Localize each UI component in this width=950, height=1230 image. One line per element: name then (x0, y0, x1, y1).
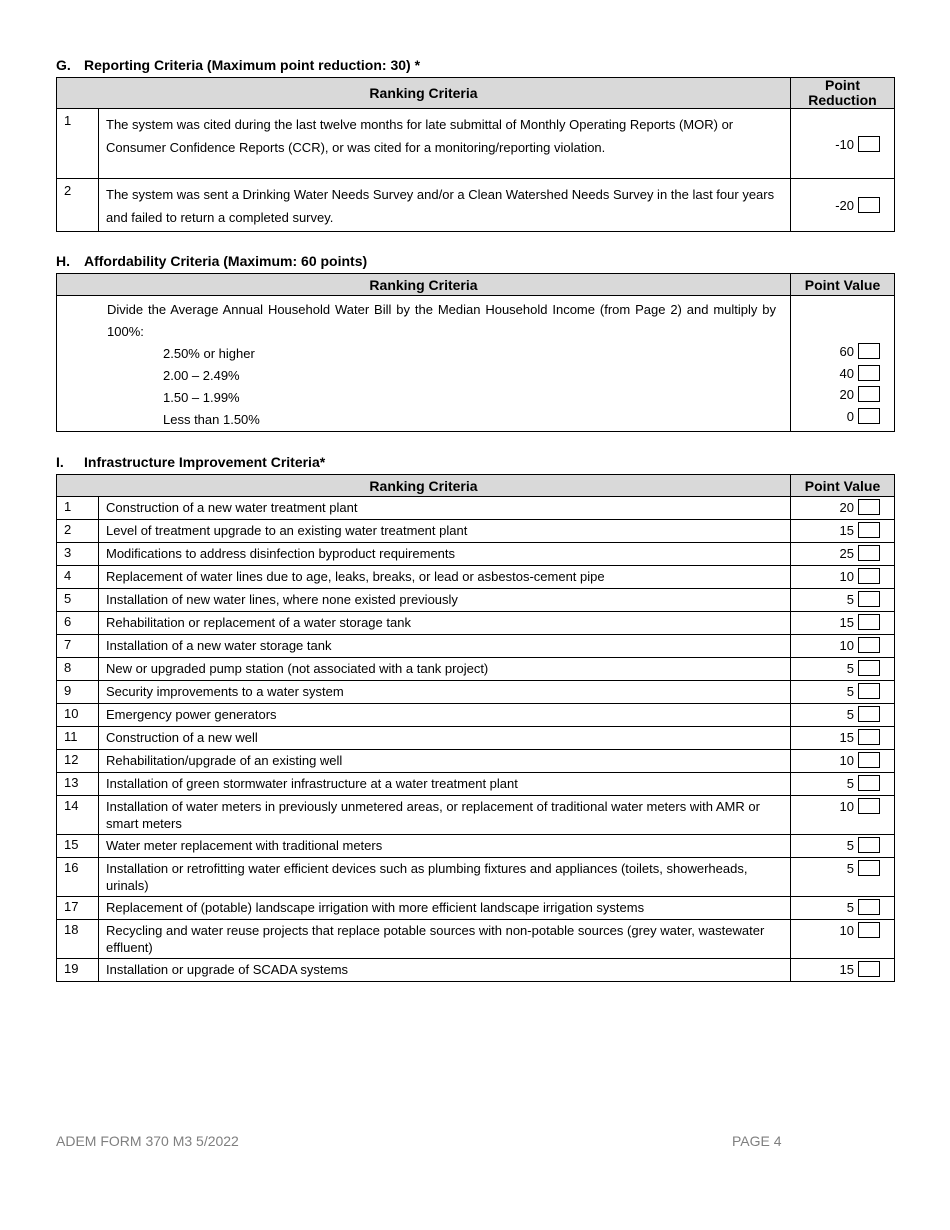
table-row (57, 658, 895, 681)
affordability-option-points (791, 341, 880, 363)
row-number: 11 (57, 727, 99, 750)
affordability-point-options (791, 296, 880, 427)
table-row (57, 959, 895, 982)
table-row (57, 566, 895, 589)
point-value-cell (791, 681, 895, 704)
checkbox[interactable] (858, 637, 880, 653)
checkbox[interactable] (858, 545, 880, 561)
point-value: 5 (846, 838, 854, 853)
point-value: 0 (846, 408, 854, 424)
point-value-cell (791, 566, 895, 589)
checkbox[interactable] (858, 729, 880, 745)
point-value-cell (791, 773, 895, 796)
ranking-criteria-header: Ranking Criteria (57, 274, 791, 296)
section-h-title-text: Affordability Criteria (Maximum: 60 points) (84, 253, 368, 269)
checkbox[interactable] (858, 408, 880, 424)
table-row (57, 520, 895, 543)
point-value: 10 (839, 923, 854, 938)
point-value-cell (791, 520, 895, 543)
table-row (57, 858, 895, 897)
affordability-option-points (791, 363, 880, 385)
point-reduction-header-line2: Reduction (808, 92, 877, 108)
row-number: 1 (57, 497, 99, 520)
table-row (57, 681, 895, 704)
checkbox[interactable] (858, 860, 880, 876)
table-row (57, 727, 895, 750)
point-value-cell (791, 750, 895, 773)
criteria-text: Modifications to address disinfection byproduct requirements (99, 543, 791, 566)
criteria-text: Installation or retrofitting water efficient devices such as plumbing fixtures and appliances (toilets, showerheads, urinals) (99, 858, 791, 897)
criteria-text: Water meter replacement with traditional meters (99, 835, 791, 858)
checkbox[interactable] (858, 136, 880, 152)
table-row (57, 543, 895, 566)
row-number: 10 (57, 704, 99, 727)
table-row (57, 589, 895, 612)
criteria-text: The system was sent a Drinking Water Needs Survey and/or a Clean Watershed Needs Survey in the last four years and failed to return a completed survey. (99, 179, 791, 232)
point-value: 5 (846, 900, 854, 915)
criteria-text: Installation of a new water storage tank (99, 635, 791, 658)
point-value-cell (791, 704, 895, 727)
affordability-option-label: 2.00 – 2.49% (163, 368, 240, 383)
point-value-cell (791, 920, 895, 959)
checkbox[interactable] (858, 660, 880, 676)
affordability-criteria-table (56, 273, 895, 432)
row-number: 13 (57, 773, 99, 796)
point-value: 10 (839, 753, 854, 768)
point-value: 15 (839, 730, 854, 745)
table-row (57, 897, 895, 920)
checkbox[interactable] (858, 591, 880, 607)
point-reduction-header (791, 78, 895, 109)
point-value-cell (791, 658, 895, 681)
point-value-cell (791, 835, 895, 858)
section-g-letter: G. (56, 57, 71, 73)
table-row (57, 179, 895, 232)
point-value: 20 (839, 500, 854, 515)
row-number: 2 (57, 179, 99, 232)
row-number: 5 (57, 589, 99, 612)
checkbox[interactable] (858, 568, 880, 584)
row-number: 15 (57, 835, 99, 858)
criteria-text: Security improvements to a water system (99, 681, 791, 704)
point-value: 15 (839, 615, 854, 630)
checkbox[interactable] (858, 522, 880, 538)
section-i-letter: I. (56, 454, 64, 470)
criteria-text: Emergency power generators (99, 704, 791, 727)
checkbox[interactable] (858, 752, 880, 768)
table-row (57, 773, 895, 796)
point-value: 5 (846, 776, 854, 791)
point-value: 5 (846, 592, 854, 607)
ranking-criteria-header: Ranking Criteria (57, 475, 791, 497)
table-row (57, 796, 895, 835)
row-number: 4 (57, 566, 99, 589)
row-number: 12 (57, 750, 99, 773)
point-value-cell (791, 796, 895, 835)
table-row (57, 835, 895, 858)
table-row (57, 635, 895, 658)
checkbox[interactable] (858, 837, 880, 853)
point-value: 10 (839, 638, 854, 653)
checkbox[interactable] (858, 899, 880, 915)
affordability-option-label: Less than 1.50% (163, 412, 260, 427)
row-number: 16 (57, 858, 99, 897)
criteria-text: The system was cited during the last twelve months for late submittal of Monthly Operating Reports (MOR) or Consumer Confidence Reports (CCR), or was cited for a monitoring/reporting violation. (99, 109, 791, 179)
point-value-cell (791, 858, 895, 897)
point-value: 10 (839, 799, 854, 814)
point-reduction-cell (791, 179, 895, 232)
table-row (57, 750, 895, 773)
section-i-title-text: Infrastructure Improvement Criteria* (84, 454, 326, 470)
criteria-text: Recycling and water reuse projects that replace potable sources with non-potable sources (grey water, wastewater effluent) (99, 920, 791, 959)
point-value: 25 (839, 546, 854, 561)
infrastructure-criteria-table (56, 474, 895, 982)
affordability-points-cell (791, 296, 895, 432)
criteria-text: Replacement of water lines due to age, leaks, breaks, or lead or asbestos-cement pipe (99, 566, 791, 589)
affordability-criteria-cell (57, 296, 791, 432)
reporting-criteria-table (56, 77, 895, 232)
point-value-cell (791, 497, 895, 520)
point-value-header: Point Value (791, 475, 895, 497)
section-h-letter: H. (56, 253, 70, 269)
checkbox[interactable] (858, 343, 880, 359)
point-value: 10 (839, 569, 854, 584)
point-value: 15 (839, 962, 854, 977)
section-g-title (56, 57, 420, 73)
checkbox[interactable] (858, 386, 880, 402)
ranking-criteria-header: Ranking Criteria (57, 78, 791, 109)
checkbox[interactable] (858, 365, 880, 381)
table-row (57, 612, 895, 635)
criteria-text: Rehabilitation/upgrade of an existing well (99, 750, 791, 773)
criteria-text: Rehabilitation or replacement of a water storage tank (99, 612, 791, 635)
row-number: 8 (57, 658, 99, 681)
criteria-text: New or upgraded pump station (not associated with a tank project) (99, 658, 791, 681)
row-number: 18 (57, 920, 99, 959)
point-reduction-header-line1: Point (825, 77, 860, 93)
point-value-header: Point Value (791, 274, 895, 296)
point-value: 5 (846, 661, 854, 676)
point-value-cell (791, 612, 895, 635)
criteria-text: Installation of green stormwater infrastructure at a water treatment plant (99, 773, 791, 796)
point-value-cell (791, 959, 895, 982)
table-row (57, 109, 895, 179)
table-row (57, 497, 895, 520)
affordability-option-label: 2.50% or higher (163, 346, 255, 361)
checkbox[interactable] (858, 922, 880, 938)
criteria-text: Installation or upgrade of SCADA systems (99, 959, 791, 982)
section-g-title-text: Reporting Criteria (Maximum point reduction: 30) * (84, 57, 421, 73)
point-value-cell (791, 727, 895, 750)
page-number: PAGE 4 (732, 1133, 782, 1149)
row-number: 6 (57, 612, 99, 635)
checkbox[interactable] (858, 798, 880, 814)
checkbox[interactable] (858, 706, 880, 722)
section-h-title (56, 253, 367, 269)
checkbox[interactable] (858, 499, 880, 515)
point-value: 20 (839, 387, 854, 402)
row-number: 3 (57, 543, 99, 566)
row-number: 2 (57, 520, 99, 543)
point-value: 5 (846, 861, 854, 876)
table-row (57, 704, 895, 727)
row-number: 7 (57, 635, 99, 658)
point-value-cell (791, 897, 895, 920)
affordability-option-points (791, 406, 880, 428)
point-value: 5 (846, 684, 854, 699)
checkbox[interactable] (858, 614, 880, 630)
checkbox[interactable] (858, 961, 880, 977)
point-reduction: -10 (835, 136, 854, 152)
checkbox[interactable] (858, 775, 880, 791)
criteria-text: Installation of new water lines, where none existed previously (99, 589, 791, 612)
criteria-text: Construction of a new well (99, 727, 791, 750)
criteria-text: Construction of a new water treatment plant (99, 497, 791, 520)
point-value: 15 (839, 523, 854, 538)
point-value: 5 (846, 707, 854, 722)
point-value: 60 (839, 344, 854, 359)
criteria-text: Replacement of (potable) landscape irrigation with more efficient landscape irrigation systems (99, 897, 791, 920)
row-number: 9 (57, 681, 99, 704)
affordability-option-label: 1.50 – 1.99% (163, 390, 240, 405)
point-value-cell (791, 589, 895, 612)
point-value: 40 (839, 365, 854, 381)
criteria-text: Level of treatment upgrade to an existing water treatment plant (99, 520, 791, 543)
point-reduction: -20 (835, 198, 854, 213)
affordability-options (107, 343, 776, 431)
checkbox[interactable] (858, 197, 880, 213)
row-number: 14 (57, 796, 99, 835)
affordability-intro: Divide the Average Annual Household Water Bill by the Median Household Income (from Page 2) and multiply by 100%: (107, 302, 776, 339)
form-number: ADEM FORM 370 M3 5/2022 (56, 1133, 239, 1149)
row-number: 19 (57, 959, 99, 982)
point-reduction-cell (791, 109, 895, 179)
row-number: 17 (57, 897, 99, 920)
table-row (57, 920, 895, 959)
point-value-cell (791, 543, 895, 566)
checkbox[interactable] (858, 683, 880, 699)
criteria-text: Installation of water meters in previously unmetered areas, or replacement of traditional water meters with AMR or smart meters (99, 796, 791, 835)
section-i-title (56, 454, 325, 470)
row-number: 1 (57, 109, 99, 179)
affordability-option-points (791, 384, 880, 406)
point-value-cell (791, 635, 895, 658)
